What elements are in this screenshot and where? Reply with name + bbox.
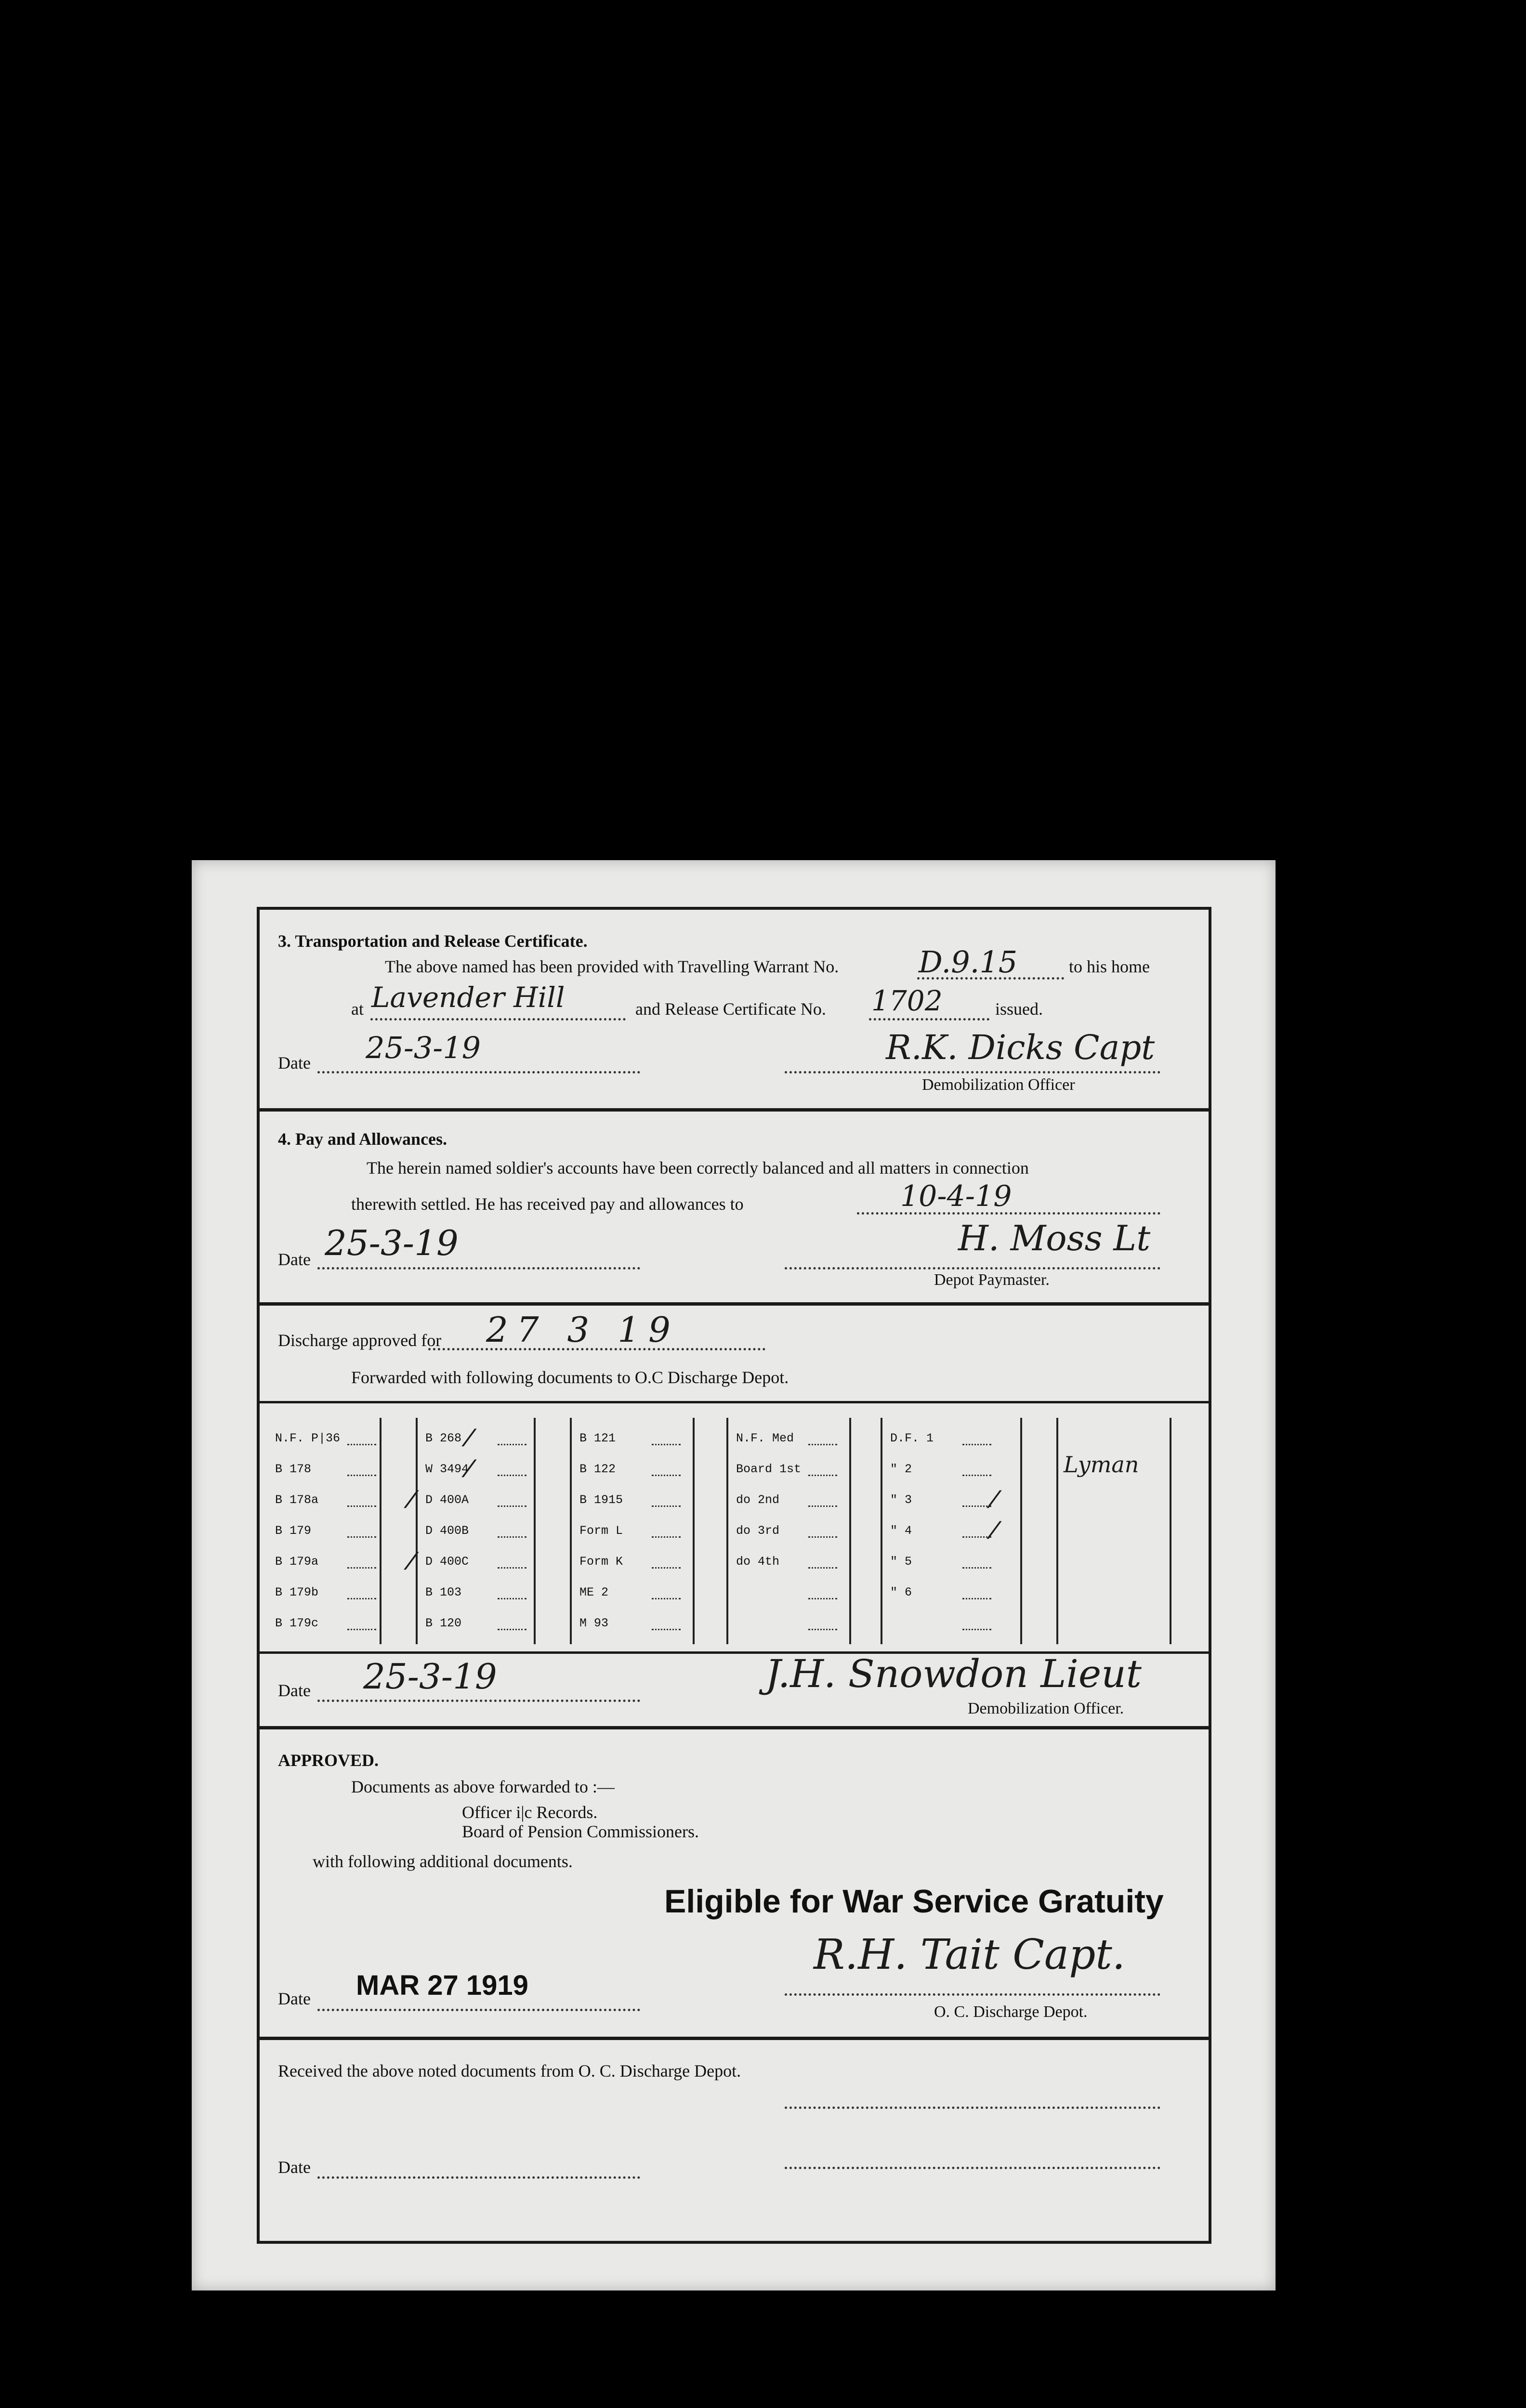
- section3-signature: R.K. Dicks Capt: [886, 1028, 1155, 1067]
- section4-line2: therewith settled. He has received pay and allowances to: [351, 1194, 744, 1214]
- section3-date-label: Date: [278, 1053, 311, 1073]
- table-dotted-leader: [808, 1567, 837, 1569]
- table-dotted-leader: [808, 1505, 837, 1507]
- section3-line1-end: to his home: [1069, 957, 1150, 976]
- approved-date-stamp: MAR 27 1919: [356, 1970, 528, 2001]
- table-dotted-leader: [962, 1475, 991, 1476]
- table-dotted-leader: [962, 1598, 991, 1599]
- table-column-divider: [534, 1418, 536, 1644]
- table-dotted-leader: [498, 1567, 526, 1569]
- table-check-mark: /: [404, 1550, 419, 1577]
- release-dotted-line: [869, 1018, 989, 1021]
- table-dotted-leader: [498, 1629, 526, 1630]
- section4-officer-title: Depot Paymaster.: [934, 1271, 1050, 1289]
- table-cell: Form K: [579, 1555, 623, 1569]
- table-dotted-leader: [808, 1629, 837, 1630]
- table-cell: B 179c: [275, 1616, 319, 1630]
- table-column-divider: [693, 1418, 695, 1644]
- warrant-number: D.9.15: [919, 944, 1018, 980]
- table-dotted-leader: [808, 1444, 837, 1445]
- received-date-dotted: [317, 2176, 640, 2179]
- table-check-mark: /: [461, 1426, 476, 1454]
- table-dotted-leader: [347, 1444, 376, 1445]
- table-dotted-leader: [498, 1536, 526, 1538]
- table-dotted-leader: [498, 1475, 526, 1476]
- approved-signature: R.H. Tait Capt.: [814, 1931, 1126, 1979]
- section5-officer-title: Demobilization Officer.: [968, 1700, 1124, 1717]
- approved-recipient2: Board of Pension Commissioners.: [462, 1822, 699, 1841]
- table-dotted-leader: [652, 1475, 681, 1476]
- section4-line1: The herein named soldier's accounts have been correctly balanced and all matters in connection: [367, 1158, 1029, 1178]
- table-cell: ME 2: [579, 1585, 609, 1599]
- table-column-divider: [849, 1418, 851, 1644]
- approved-officer-title: O. C. Discharge Depot.: [934, 2003, 1088, 2021]
- table-dotted-leader: [808, 1536, 837, 1538]
- table-cell: " 4: [890, 1524, 912, 1538]
- home-dotted-line: [370, 1018, 626, 1021]
- section3-date-dotted: [317, 1071, 640, 1073]
- table-check-mark: /: [987, 1519, 1001, 1546]
- table-dotted-leader: [347, 1629, 376, 1630]
- table-dotted-leader: [652, 1536, 681, 1538]
- approved-line2: with following additional documents.: [313, 1852, 573, 1871]
- table-cell: Form L: [579, 1524, 623, 1538]
- table-cell: B 120: [425, 1616, 462, 1630]
- section3-officer-title: Demobilization Officer: [922, 1076, 1075, 1094]
- section3-sign-dotted: [785, 1071, 1160, 1073]
- table-dotted-leader: [498, 1598, 526, 1599]
- divider-line: [260, 2037, 1209, 2040]
- section5-signature: J.H. Snowdon Lieut: [765, 1651, 1142, 1696]
- table-top-rule: [260, 1401, 1209, 1403]
- table-dotted-leader: [652, 1505, 681, 1507]
- table-cell: M 93: [579, 1616, 609, 1630]
- section4-heading: 4. Pay and Allowances.: [278, 1129, 447, 1149]
- table-cell: W 3494: [425, 1462, 469, 1476]
- table-dotted-leader: [962, 1629, 991, 1630]
- table-dotted-leader: [347, 1536, 376, 1538]
- table-cell: " 6: [890, 1585, 912, 1599]
- table-column-divider: [726, 1418, 728, 1644]
- table-cell: " 2: [890, 1462, 912, 1476]
- table-cell: " 5: [890, 1555, 912, 1569]
- approved-heading: APPROVED.: [278, 1751, 379, 1770]
- table-column-divider: [416, 1418, 418, 1644]
- release-number: 1702: [871, 984, 943, 1017]
- table-cell: D 400A: [425, 1493, 469, 1507]
- table-check-mark: /: [461, 1457, 476, 1485]
- documents-table: [266, 1418, 1209, 1644]
- section4-sign-dotted: [785, 1267, 1160, 1269]
- table-cell: B 179b: [275, 1585, 319, 1599]
- approved-sign-dotted: [785, 1993, 1160, 1996]
- approved-recipient1: Officer i|c Records.: [462, 1803, 598, 1822]
- section5-date-dotted: [317, 1700, 640, 1702]
- document-sheet: [192, 860, 1276, 2290]
- table-cell: do 2nd: [736, 1493, 780, 1507]
- issued-label: issued.: [995, 999, 1043, 1019]
- received-sign2-dotted: [785, 2167, 1160, 2169]
- divider-line: [260, 1108, 1209, 1112]
- warrant-dotted-line: [917, 977, 1064, 980]
- paid-to-dotted: [857, 1212, 1160, 1215]
- table-dotted-leader: [498, 1444, 526, 1445]
- table-cell: do 3rd: [736, 1524, 780, 1538]
- table-cell: B 103: [425, 1585, 462, 1599]
- table-check-mark: /: [987, 1488, 1001, 1516]
- section4-date: 25-3-19: [325, 1223, 459, 1263]
- table-cell: do 4th: [736, 1555, 780, 1569]
- table-cell: B 178: [275, 1462, 312, 1476]
- section3-line1: The above named has been provided with Travelling Warrant No.: [385, 957, 839, 976]
- gratuity-stamp: Eligible for War Service Gratuity: [664, 1883, 1164, 1920]
- table-dotted-leader: [498, 1505, 526, 1507]
- table-cell: D 400C: [425, 1555, 469, 1569]
- table-dotted-leader: [808, 1598, 837, 1599]
- table-dotted-leader: [347, 1598, 376, 1599]
- table-cell: N.F. Med: [736, 1431, 794, 1445]
- approved-date-label: Date: [278, 1989, 311, 2008]
- approved-date-dotted: [317, 2009, 640, 2011]
- table-column-divider: [570, 1418, 572, 1644]
- table-dotted-leader: [652, 1567, 681, 1569]
- discharge-dotted: [428, 1348, 765, 1350]
- received-line: Received the above noted documents from O. C. Discharge Depot.: [278, 2061, 741, 2081]
- discharge-approved-label: Discharge approved for: [278, 1331, 442, 1350]
- section4-date-dotted: [317, 1267, 640, 1269]
- table-dotted-leader: [652, 1629, 681, 1630]
- table-dotted-leader: [347, 1567, 376, 1569]
- table-column-divider: [1056, 1418, 1058, 1644]
- section5-date-label: Date: [278, 1681, 311, 1700]
- table-cell: Board 1st: [736, 1462, 802, 1476]
- table-cell: B 1915: [579, 1493, 623, 1507]
- table-dotted-leader: [347, 1475, 376, 1476]
- table-cell: N.F. P|36: [275, 1431, 341, 1445]
- table-check-mark: /: [404, 1488, 419, 1516]
- discharge-approved-date: 27 3 19: [486, 1309, 679, 1350]
- home-location: Lavender Hill: [371, 981, 565, 1014]
- table-dotted-leader: [652, 1444, 681, 1445]
- table-cell: " 3: [890, 1493, 912, 1507]
- table-handwritten-note: Lyman: [1064, 1452, 1139, 1478]
- section5-date: 25-3-19: [363, 1656, 497, 1697]
- table-cell: B 122: [579, 1462, 616, 1476]
- release-label: and Release Certificate No.: [635, 999, 826, 1019]
- table-cell: B 121: [579, 1431, 616, 1445]
- divider-line: [260, 1726, 1209, 1729]
- table-cell: B 268: [425, 1431, 462, 1445]
- table-dotted-leader: [652, 1598, 681, 1599]
- section3-date: 25-3-19: [366, 1030, 481, 1065]
- section3-heading: 3. Transportation and Release Certificate.: [278, 931, 588, 951]
- table-dotted-leader: [347, 1505, 376, 1507]
- table-dotted-leader: [962, 1444, 991, 1445]
- approved-line1: Documents as above forwarded to :—: [351, 1777, 615, 1796]
- section4-signature: H. Moss Lt: [958, 1218, 1151, 1258]
- paid-to-date: 10-4-19: [900, 1179, 1012, 1213]
- table-cell: B 179a: [275, 1555, 319, 1569]
- divider-line: [260, 1302, 1209, 1306]
- table-column-divider: [881, 1418, 882, 1644]
- table-dotted-leader: [808, 1475, 837, 1476]
- at-label: at: [351, 999, 364, 1019]
- table-cell: D.F. 1: [890, 1431, 934, 1445]
- table-column-divider: [1170, 1418, 1171, 1644]
- table-cell: B 179: [275, 1524, 312, 1538]
- table-cell: D 400B: [425, 1524, 469, 1538]
- received-date-label: Date: [278, 2158, 311, 2177]
- forwarded-line: Forwarded with following documents to O.C Discharge Depot.: [351, 1368, 789, 1387]
- form-border: [257, 907, 1211, 2244]
- section4-date-label: Date: [278, 1250, 311, 1269]
- table-column-divider: [1020, 1418, 1022, 1644]
- table-cell: B 178a: [275, 1493, 319, 1507]
- table-dotted-leader: [962, 1567, 991, 1569]
- table-column-divider: [380, 1418, 382, 1644]
- received-sign-dotted: [785, 2107, 1160, 2109]
